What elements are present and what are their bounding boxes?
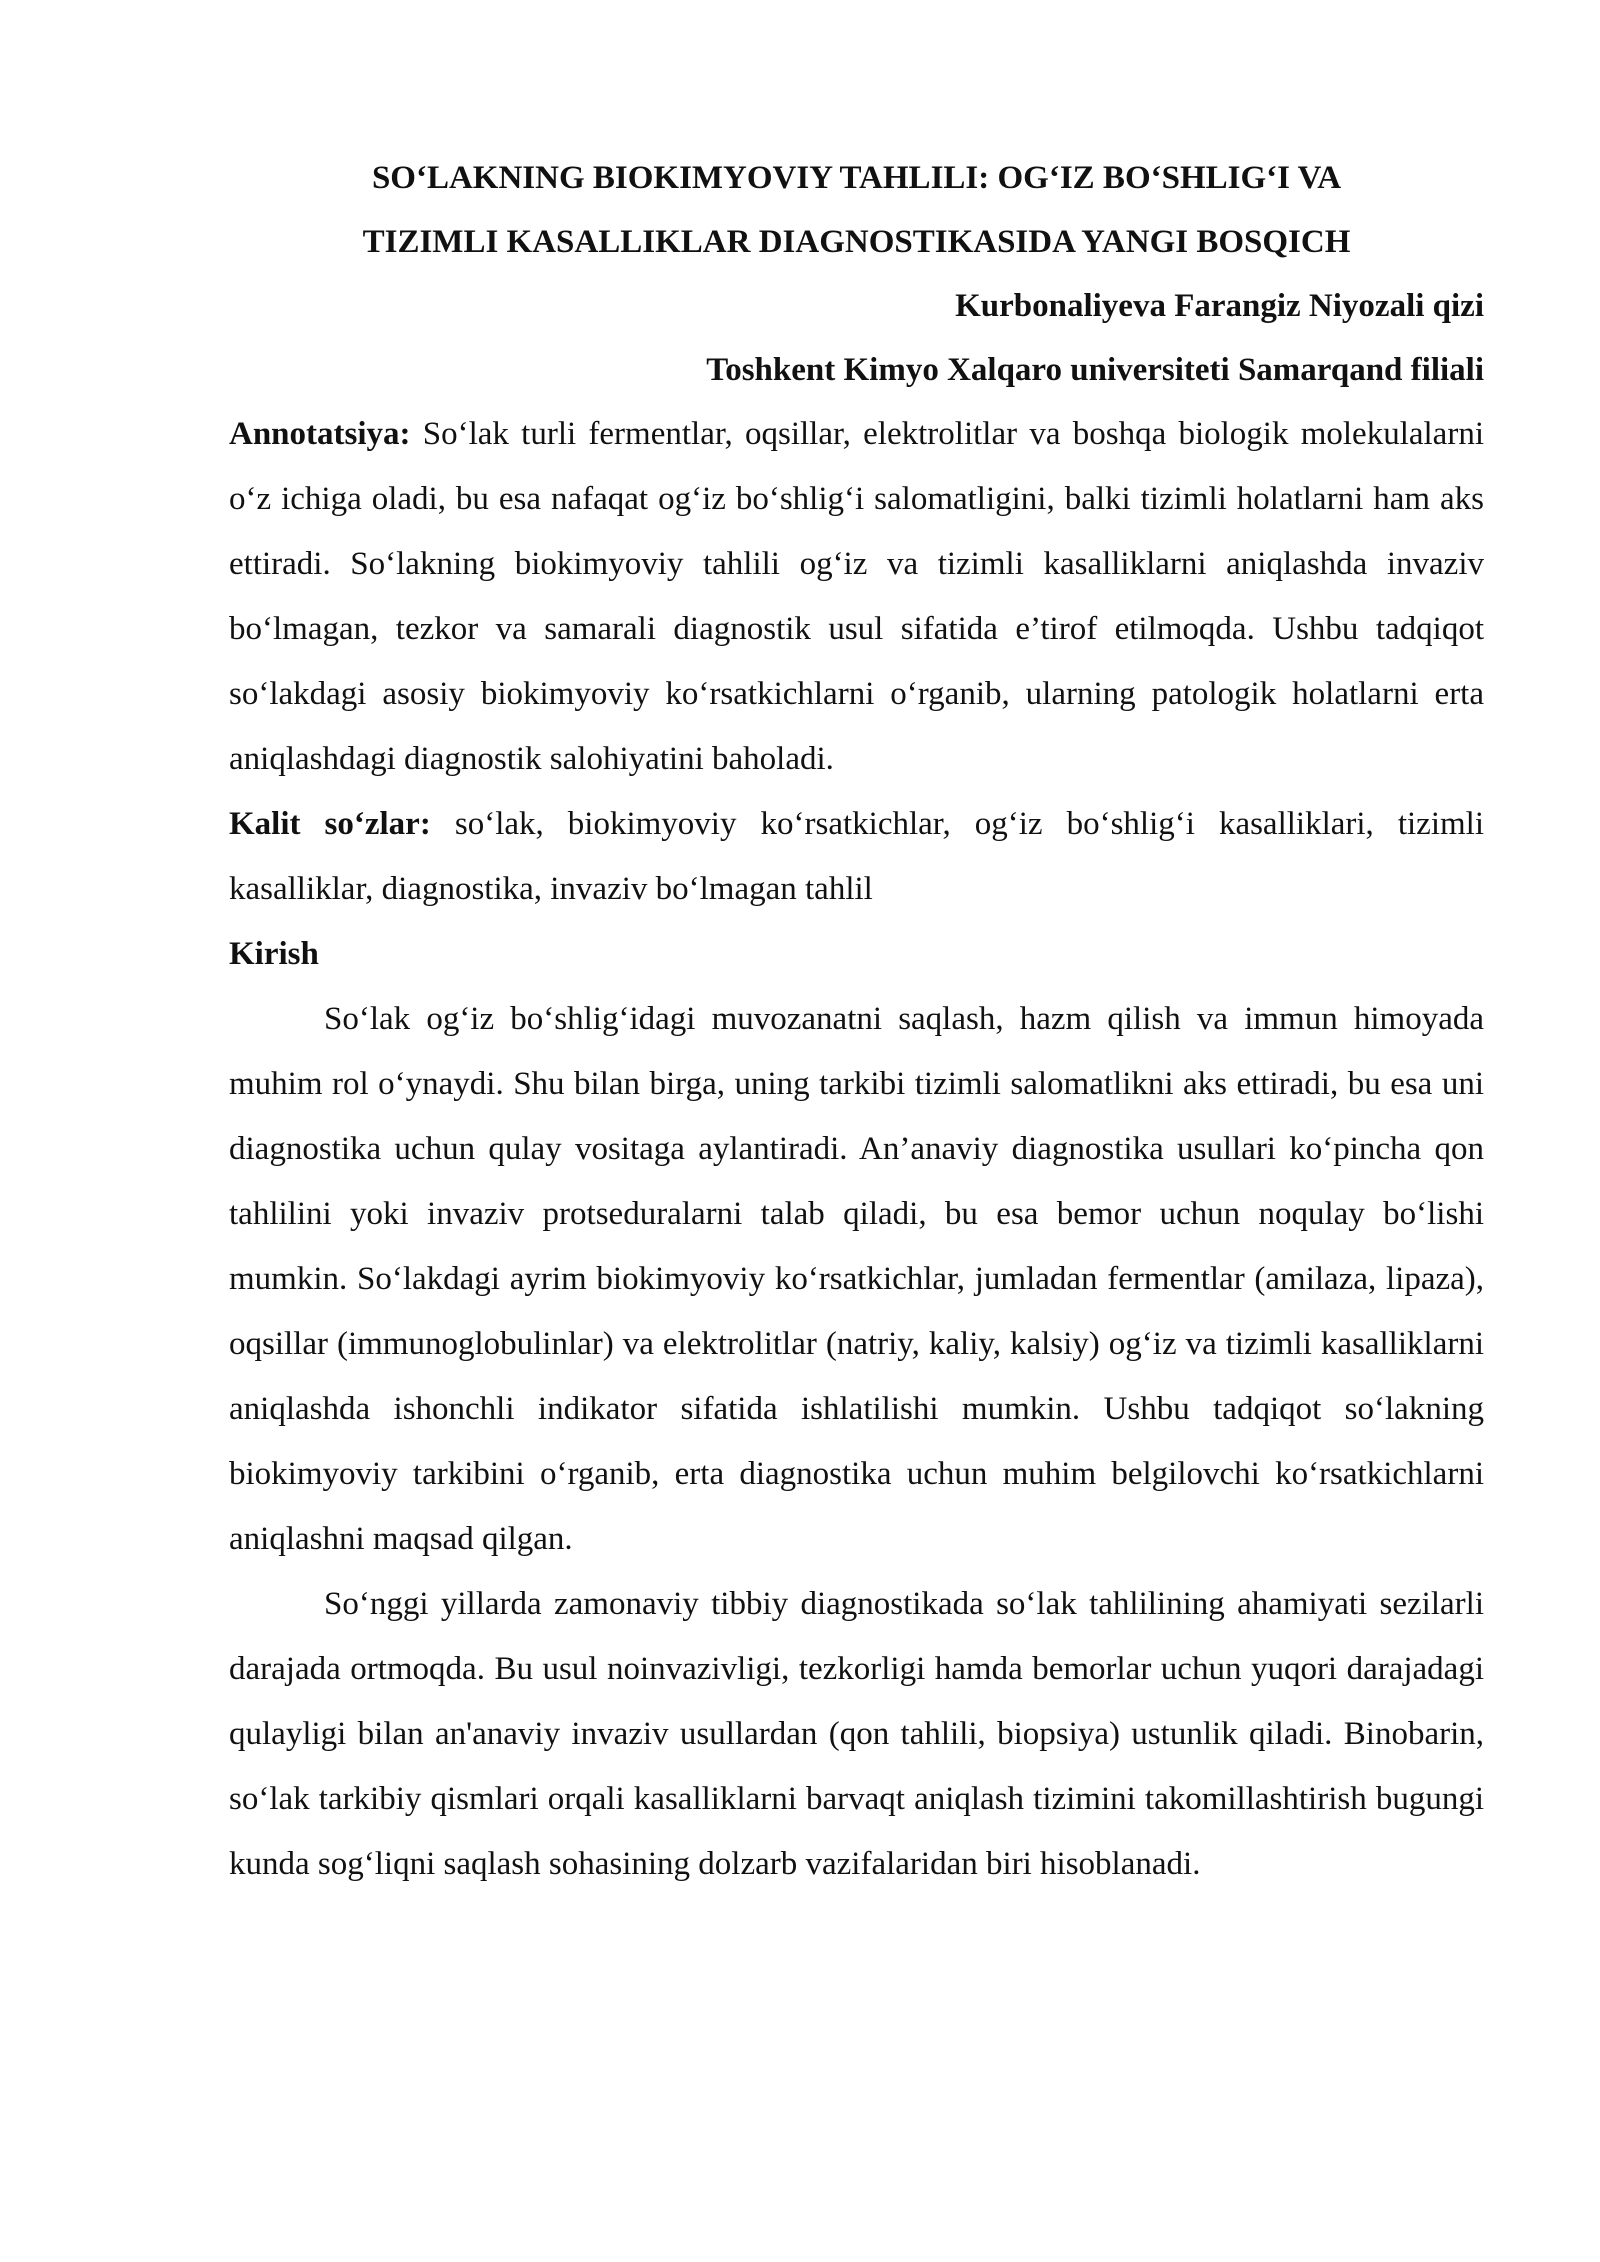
intro-paragraph-1: So‘lak og‘iz bo‘shlig‘idagi muvozanatni saqlash, hazm qilish va immun himoyada muhim rol o‘ynaydi. Shu bilan birga, uning tarkibi tizimli salomatlikni aks ettiradi, bu esa uni diagnostika uchun qulay vositaga aylantiradi. An’anaviy diagnostika usullari ko‘pincha qon tahlilini yoki invaziv protseduralarni talab qiladi, bu esa bemor uchun noqulay bo‘lishi mumkin. So‘lakdagi ayrim biokimyoviy ko‘rsatkichlar, jumladan fermentlar (amilaza, lipaza), oqsillar (immunoglobulinlar) va elektrolitlar (natriy, kaliy, kalsiy) og‘iz va tizimli kasalliklarni aniqlashda ishonchli indikator sifatida ishlatilishi mumkin. Ushbu tadqiqot so‘lakning biokimyoviy tarkibini o‘rganib, erta diagnostika uchun muhim belgilovchi ko‘rsatkichlarni aniqlashni maqsad qilgan. bbox=[229, 1001, 1484, 1557]
keywords-label: Kalit so‘zlar: bbox=[229, 806, 431, 842]
title-line-1: SO‘LAKNING BIOKIMYOVIY TAHLILI: OG‘IZ BO‘SHLIG‘I VA bbox=[371, 160, 1342, 196]
author-affiliation: Toshkent Kimyo Xalqaro universiteti Samarqand filiali bbox=[706, 352, 1484, 388]
abstract-paragraph bbox=[229, 402, 1484, 792]
author-name: Kurbonaliyeva Farangiz Niyozali qizi bbox=[955, 288, 1484, 324]
intro-heading: Kirish bbox=[229, 936, 319, 972]
keywords-text: so‘lak, biokimyoviy ko‘rsatkichlar, og‘iz bo‘shlig‘i kasalliklari, tizimli kasalliklar, diagnostika, invaziv bo‘lmagan tahlil bbox=[229, 806, 1484, 907]
abstract-text: So‘lak turli fermentlar, oqsillar, elektrolitlar va boshqa biologik molekulalarni o‘z ichiga oladi, bu esa nafaqat og‘iz bo‘shlig‘i salomatligini, balki tizimli holatlarni ham aks ettiradi. So‘lakning biokimyoviy tahlili og‘iz va tizimli kasalliklarni aniqlashda invaziv bo‘lmagan, tezkor va samarali diagnostik usul sifatida e’tirof etilmoqda. Ushbu tadqiqot so‘lakdagi asosiy biokimyoviy ko‘rsatkichlarni o‘rganib, ularning patologik holatlarni erta aniqlashdagi diagnostik salohiyatini baholadi. bbox=[229, 416, 1484, 777]
document-page bbox=[229, 146, 1484, 1897]
title-line-2: TIZIMLI KASALLIKLAR DIAGNOSTIKASIDA YANGI BOSQICH bbox=[362, 224, 1351, 260]
abstract-label: Annotatsiya: bbox=[229, 416, 411, 452]
keywords-paragraph bbox=[229, 792, 1484, 922]
intro-paragraph-2: So‘nggi yillarda zamonaviy tibbiy diagnostikada so‘lak tahlilining ahamiyati sezilarli darajada ortmoqda. Bu usul noinvazivligi, tezkorligi hamda bemorlar uchun yuqori darajadagi qulayligi bilan an'anaviy invaziv usullardan (qon tahlili, biopsiya) ustunlik qiladi. Binobarin, so‘lak tarkibiy qismlari orqali kasalliklarni barvaqt aniqlash tizimini takomillashtirish bugungi kunda sog‘liqni saqlash sohasining dolzarb vazifalaridan biri hisoblanadi. bbox=[229, 1586, 1484, 1882]
